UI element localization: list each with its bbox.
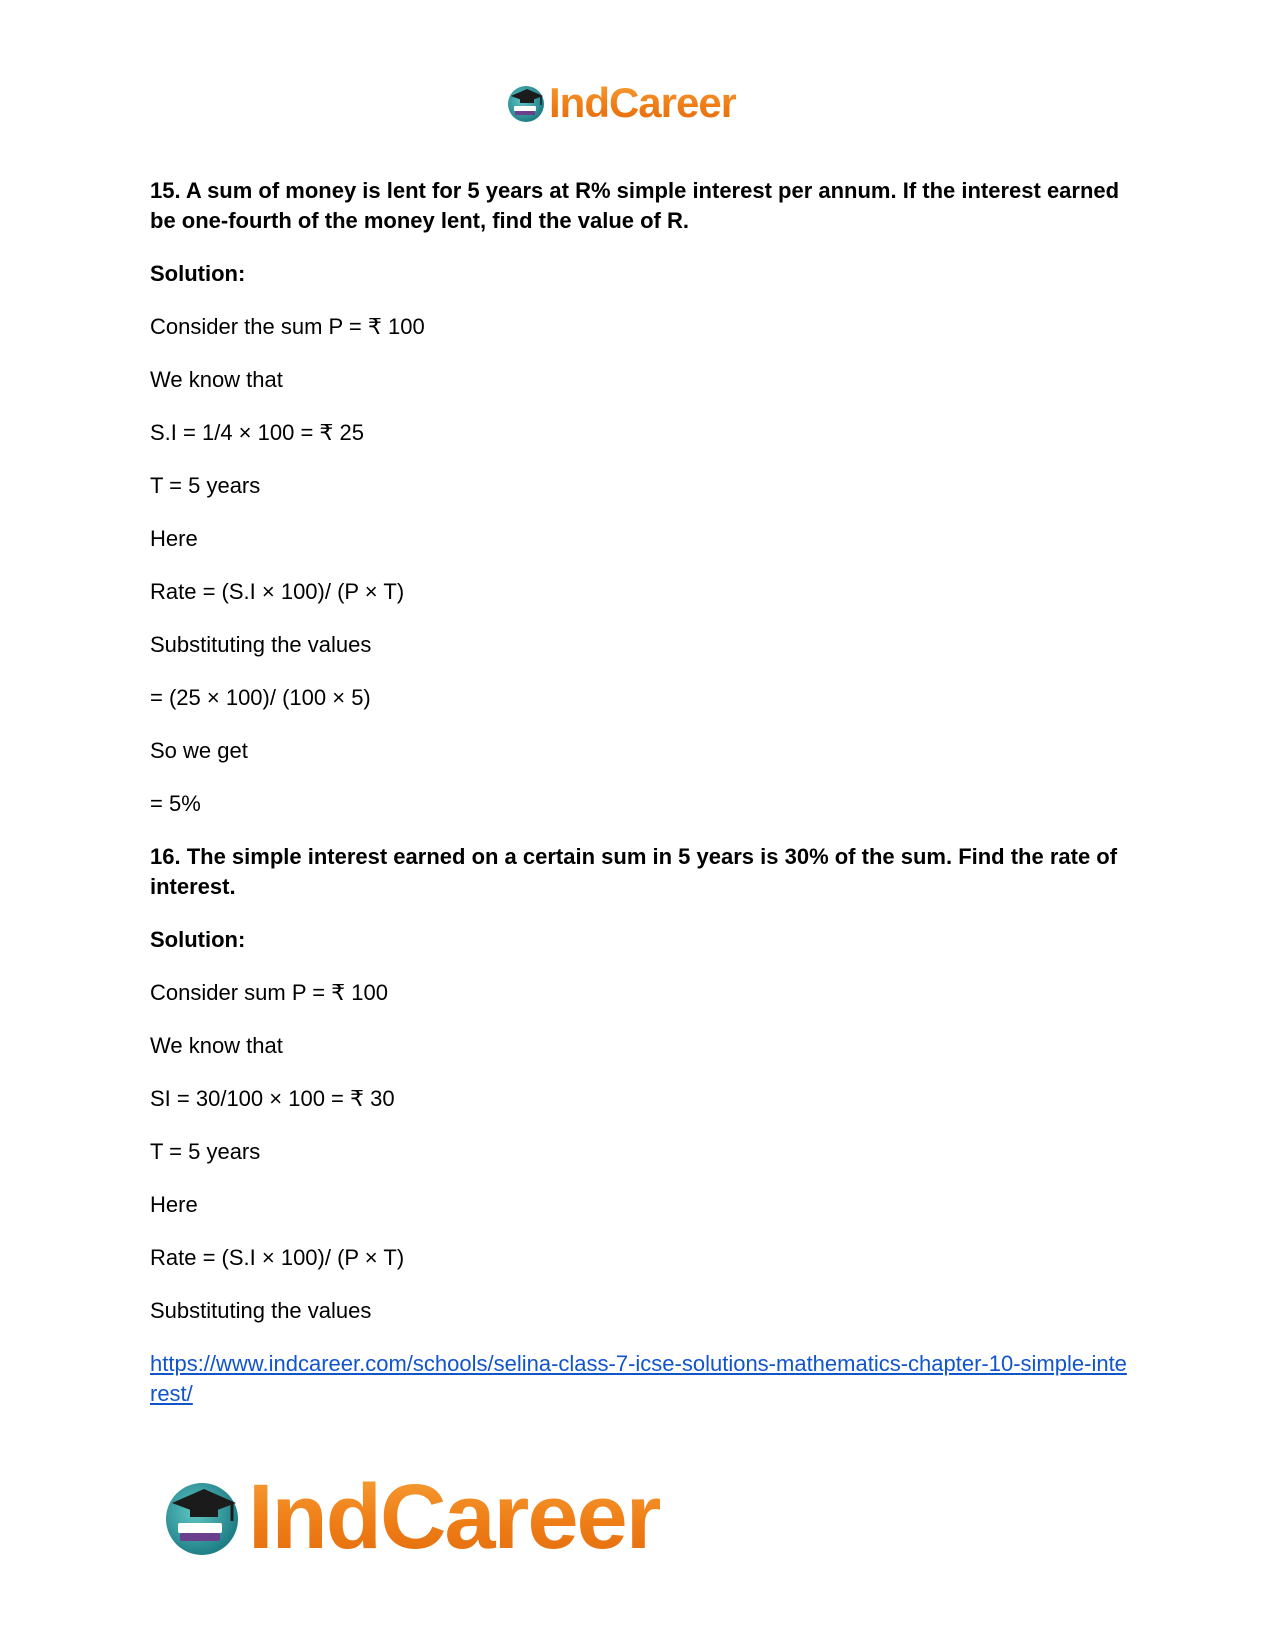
solution-line: Here (150, 526, 198, 551)
solution-line: Rate = (S.I × 100)/ (P × T) (150, 579, 405, 604)
solution-label-16: Solution: (150, 927, 246, 952)
document-body (150, 176, 1130, 1409)
solution-line: Rate = (S.I × 100)/ (P × T) (150, 1245, 405, 1270)
solution-line: S.I = 1/4 × 100 = ₹ 25 (150, 420, 364, 445)
logo-wordmark: IndCareer (248, 1465, 660, 1568)
solution-line: We know that (150, 367, 283, 392)
question-16: 16. The simple interest earned on a certain sum in 5 years is 30% of the sum. Find the rate of interest. (150, 844, 1118, 899)
solution-line: SI = 30/100 × 100 = ₹ 30 (150, 1086, 395, 1111)
solution-line: T = 5 years (150, 473, 261, 498)
solution-line: = (25 × 100)/ (100 × 5) (150, 685, 371, 710)
globe-graduation-cap-icon (505, 82, 547, 124)
logo-wordmark: IndCareer (549, 79, 737, 126)
footer-logo (160, 1465, 660, 1568)
globe-graduation-cap-icon (160, 1475, 244, 1559)
header-logo (505, 78, 736, 128)
solution-line: We know that (150, 1033, 283, 1058)
solution-line: Here (150, 1192, 198, 1217)
solution-line: So we get (150, 738, 248, 763)
solution-line: Consider sum P = ₹ 100 (150, 980, 388, 1005)
solution-line: = 5% (150, 791, 201, 816)
solution-line: Consider the sum P = ₹ 100 (150, 314, 425, 339)
solution-line: Substituting the values (150, 1298, 372, 1323)
source-link[interactable]: https://www.indcareer.com/schools/selina-class-7-icse-solutions-mathematics-chapter-10-simple-interest/ (150, 1351, 1127, 1406)
solution-label-15: Solution: (150, 261, 246, 286)
solution-line: T = 5 years (150, 1139, 261, 1164)
question-15: 15. A sum of money is lent for 5 years at R% simple interest per annum. If the interest earned be one-fourth of the money lent, find the value of R. (150, 178, 1120, 233)
solution-line: Substituting the values (150, 632, 372, 657)
